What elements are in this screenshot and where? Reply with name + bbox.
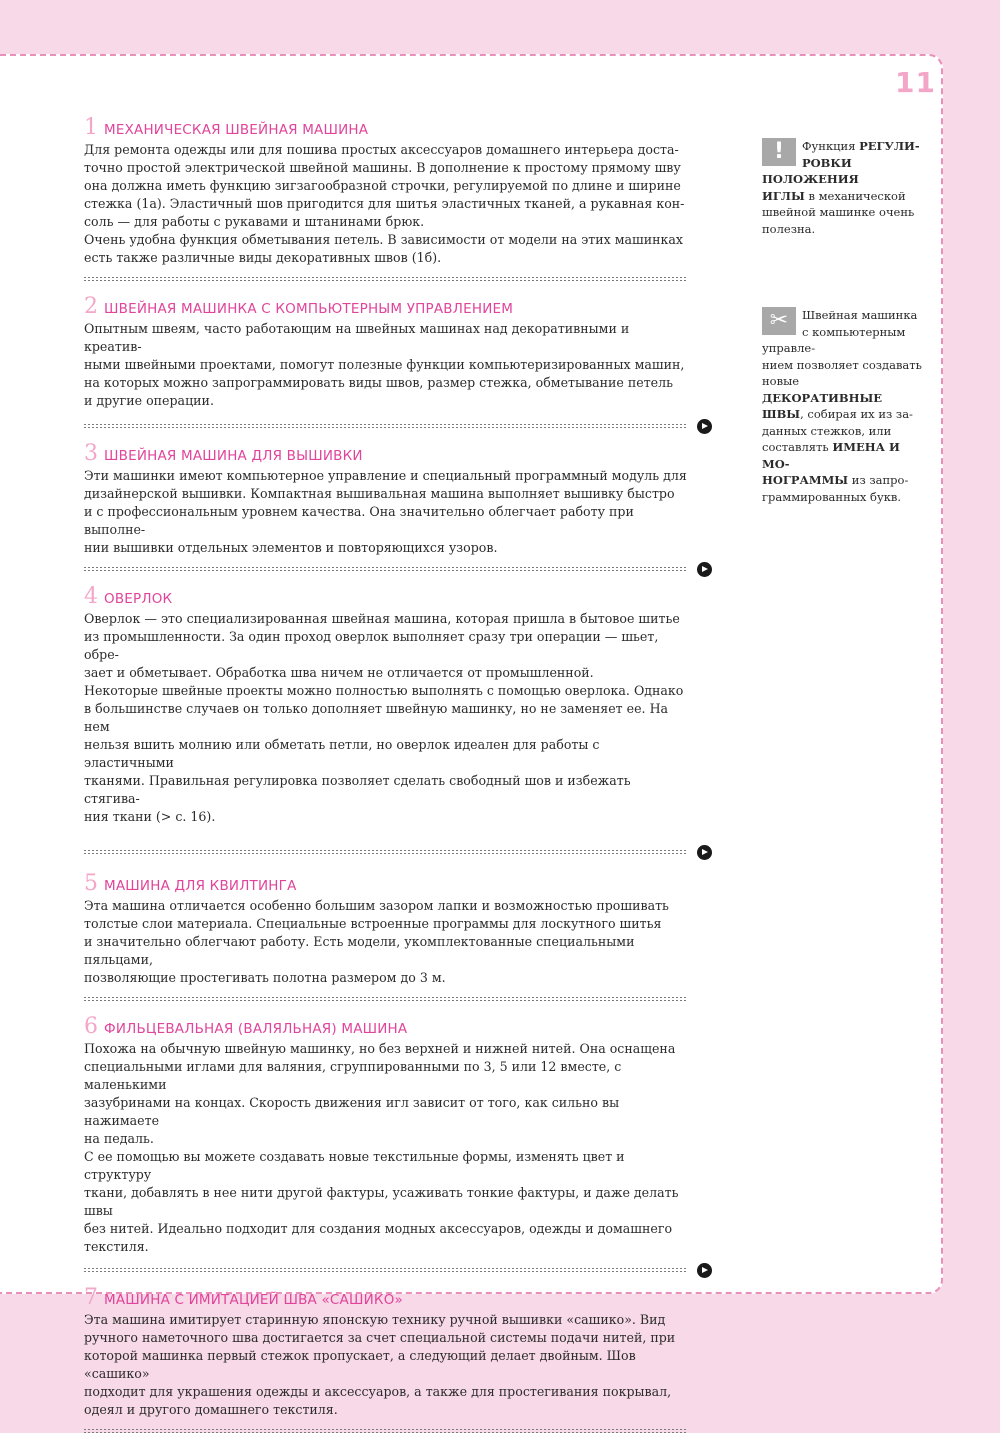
section-computer xyxy=(84,295,688,428)
section-number: 5 xyxy=(84,871,98,896)
section-number: 2 xyxy=(84,294,98,319)
section-sashiko xyxy=(84,1286,688,1433)
arrow-icon[interactable] xyxy=(697,419,712,434)
section-number: 7 xyxy=(84,1285,98,1310)
side-note-needle xyxy=(762,138,922,237)
divider xyxy=(84,277,688,281)
arrow-icon[interactable] xyxy=(697,845,712,860)
section-body: Опытным швеям, часто работающим на швейных машинах над декоративными и креатив- ными швейными проектами, помогут полезные функции компьютеризированных машин, на которых можно запрограммировать виды швов, размер стежка, обметывание петель и другие операции. xyxy=(84,321,685,408)
section-body: Эти машинки имеют компьютерное управление и специальный программный модуль для дизайнерской вышивки. Компактная вышивальная машина выполняет вышивку быстро и с профессиональным уровнем качества. Она значительно облегчает работу при выполне- нии вышивки отдельных элементов и повторяющихся узоров. xyxy=(84,468,687,555)
section-title: МАШИНА С ИМИТАЦИЕЙ ШВА «САШИКО» xyxy=(104,1292,403,1308)
section-title: МЕХАНИЧЕСКАЯ ШВЕЙНАЯ МАШИНА xyxy=(104,122,369,138)
section-body: Эта машина имитирует старинную японскую технику ручной вышивки «сашико». Вид ручного наметочного шва достигается за счет специальной системы подачи нитей, при которой машинка первый стежок пропускает, а следующий делает двойным. Шов «сашико» подходит для украшения одежды и аксессуаров, а также для простегивания покрывал, одеял и другого домашнего текстиля. xyxy=(84,1312,676,1417)
divider xyxy=(84,997,688,1001)
section-number: 3 xyxy=(84,441,98,466)
section-body: Похожа на обычную швейную машинку, но без верхней и нижней нитей. Она оснащена специальными иглами для валяния, сгруппированными по 3, 5 или 12 вместе, с маленькими зазубринами на концах. Скорость движения игл зависит от того, как сильно вы нажимаете на педаль. С ее помощью вы можете создавать новые текстильные формы, изменять цвет и структуру ткани, добавлять в нее нити другой фактуры, усаживать тонкие фактуры, и даже делать швы без нитей. Идеально подходит для создания модных аксессуаров, одежды и домашнего текстиля. xyxy=(84,1041,679,1254)
side-note-text: Функция РЕГУЛИ- РОВКИ ПОЛОЖЕНИЯ ИГЛЫ в механической швейной машинке очень полезна. xyxy=(762,139,920,236)
section-title: ШВЕЙНАЯ МАШИНА ДЛЯ ВЫШИВКИ xyxy=(104,448,363,464)
section-title: ШВЕЙНАЯ МАШИНКА С КОМПЬЮТЕРНЫМ УПРАВЛЕНИЕМ xyxy=(104,301,514,317)
section-body: Для ремонта одежды или для пошива простых аксессуаров домашнего интерьера доста- точно простой электрической швейной машины. В дополнение к простому прямому шву она должна иметь функцию зигзагообразной строчки, регулируемой по длине и ширине стежка (1а). Эластичный шов пригодится для шитья эластичных тканей, а рукавная кон- соль — для работы с рукавами и штанинами брюк. Очень удобна функция обметывания петель. В зависимости от модели на этих машинках есть также различные виды декоративных швов (1б). xyxy=(84,142,685,265)
section-overlock xyxy=(84,585,688,854)
section-title: ОВЕРЛОК xyxy=(104,591,173,607)
section-mechanical xyxy=(84,116,688,281)
section-number: 4 xyxy=(84,584,98,609)
arrow-icon[interactable] xyxy=(697,1263,712,1278)
section-quilting xyxy=(84,872,688,1001)
divider xyxy=(84,424,688,428)
divider xyxy=(84,567,688,571)
divider xyxy=(84,1429,688,1433)
side-note-computer xyxy=(762,307,922,505)
section-title: ФИЛЬЦЕВАЛЬНАЯ (ВАЛЯЛЬНАЯ) МАШИНА xyxy=(104,1021,408,1037)
section-body: Эта машина отличается особенно большим зазором лапки и возможностью прошивать толстые слои материала. Специальные встроенные программы для лоскутного шитья и значительно облегчают работу. Есть модели, укомплектованные специальными пяльцами, позволяющие простегивать полотна размером до 3 м. xyxy=(84,898,669,985)
side-note-text: Швейная машинка с компьютерным управле- нием позволяет создавать новые ДЕКОРАТИВНЫЕ ШВЫ, собирая их из за- данных стежков, или составлять ИМЕНА И МО- НОГРАММЫ из запро- граммированных букв. xyxy=(762,308,922,504)
section-title: МАШИНА ДЛЯ КВИЛТИНГА xyxy=(104,878,297,894)
scissors-icon: ✂ xyxy=(762,307,796,335)
page-number: 11 xyxy=(895,66,936,99)
section-body: Оверлок — это специализированная швейная машина, которая пришла в бытовое шитье из промышленности. За один проход оверлок выполняет сразу три операции — шьет, обре- зает и обметывает. Обработка шва ничем не отличается от промышленной. Некоторые швейные проекты можно полностью выполнять с помощью оверлока. Однако в большинстве случаев он только дополняет швейную машинку, но не заменяет ее. На нем нельзя вшить молнию или обметать петли, но оверлок идеален для работы с эластичными тканями. Правильная регулировка позволяет сделать свободный шов и избежать стягива- ния ткани (> с. 16). xyxy=(84,611,684,824)
section-felting xyxy=(84,1015,688,1272)
main-column xyxy=(84,116,688,1433)
divider xyxy=(84,850,688,854)
section-number: 1 xyxy=(84,115,98,140)
section-number: 6 xyxy=(84,1014,98,1039)
arrow-icon[interactable] xyxy=(697,562,712,577)
section-embroidery xyxy=(84,442,688,571)
exclamation-icon: ! xyxy=(762,138,796,166)
divider xyxy=(84,1268,688,1272)
